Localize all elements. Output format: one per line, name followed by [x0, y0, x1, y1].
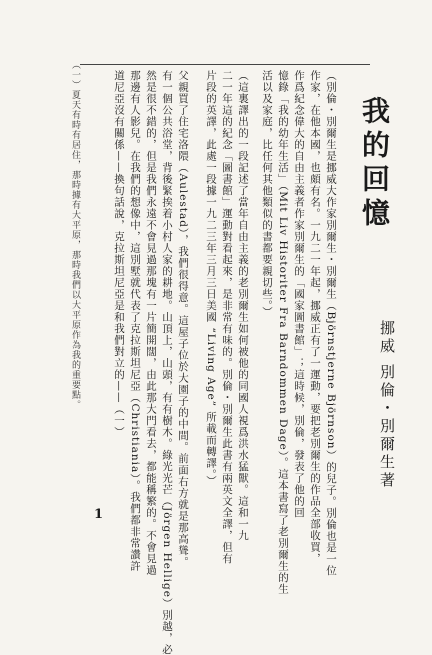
- body-column: 那邊有人影兒。在我們的想像中，這別墅就代表了克拉斯坦尼亞（Christiania）。我們都非常讚許: [129, 70, 141, 572]
- text-column: 片段的英譯，此處一段據一九二三年三月三日美國 “Living Age” 所載而轉譯。）: [205, 70, 217, 487]
- body-column: 道尼亞沒有關係——換句話說，克拉斯坦尼亞是和我們對立的——（一）: [113, 70, 125, 438]
- text-column: 活以及家庭，比任何其他類似的書都要親切些。）: [261, 70, 273, 318]
- text-column: 作家，在他本國，也頗有名。一九二一年起，挪威正有了一運動，要把老別爾生的作品全部收買，: [309, 70, 321, 565]
- text-column: 二一年這的紀念「圖書館」運動對看起來，是非常有味的。別倫・別爾生此書有兩英文全譯，但有: [221, 70, 233, 565]
- footnote: （一）夏天有時有居住，那時據有大平原，那時我們以大平原作為我的重要點。: [70, 60, 80, 410]
- page-number: 1: [94, 507, 104, 522]
- body-column: 然是很不錯的，但是我們永遠不會見過那塊有一片簡開闊，由此那大門看去，都能稱繁的。不會見過: [145, 70, 157, 576]
- text-column: （別倫・別爾生是挪威大作家別爾生・別爾生（Björnstjerne Björnson）的兒子。別倫也是一位: [325, 70, 337, 577]
- top-rule: [80, 64, 370, 65]
- author-line: 挪威 別倫・別爾生著: [378, 320, 396, 490]
- article-title: 我的回憶: [358, 96, 391, 232]
- text-column: 憶錄「我的幼年生活」（Mit Liv Historiter Fra Barndommen Dage）。這本書寫了老別爾生的生: [277, 70, 289, 595]
- body-column: 有一個公共浴堂，背後緊挨着小村人家的耕地。山頂上，山頭，有有樹木。綠光光芒（Jörgen Hellige）別越，必: [161, 70, 173, 655]
- body-column: 父親買了住宅洛隈（Aulestad），我們很得意。這屋子位於大園子的中間。前面右方就是那高聳。: [177, 70, 189, 568]
- text-column: （這裏譯出的一段記述了當年自由主義的老別爾生如何被他的同國人視爲洪水猛獸。這和一九: [237, 70, 249, 542]
- text-column: 作爲紀念偉大的自由主義者作家別爾生的「國家圖書館」；這時候，別倫，發表了他的回: [293, 70, 305, 519]
